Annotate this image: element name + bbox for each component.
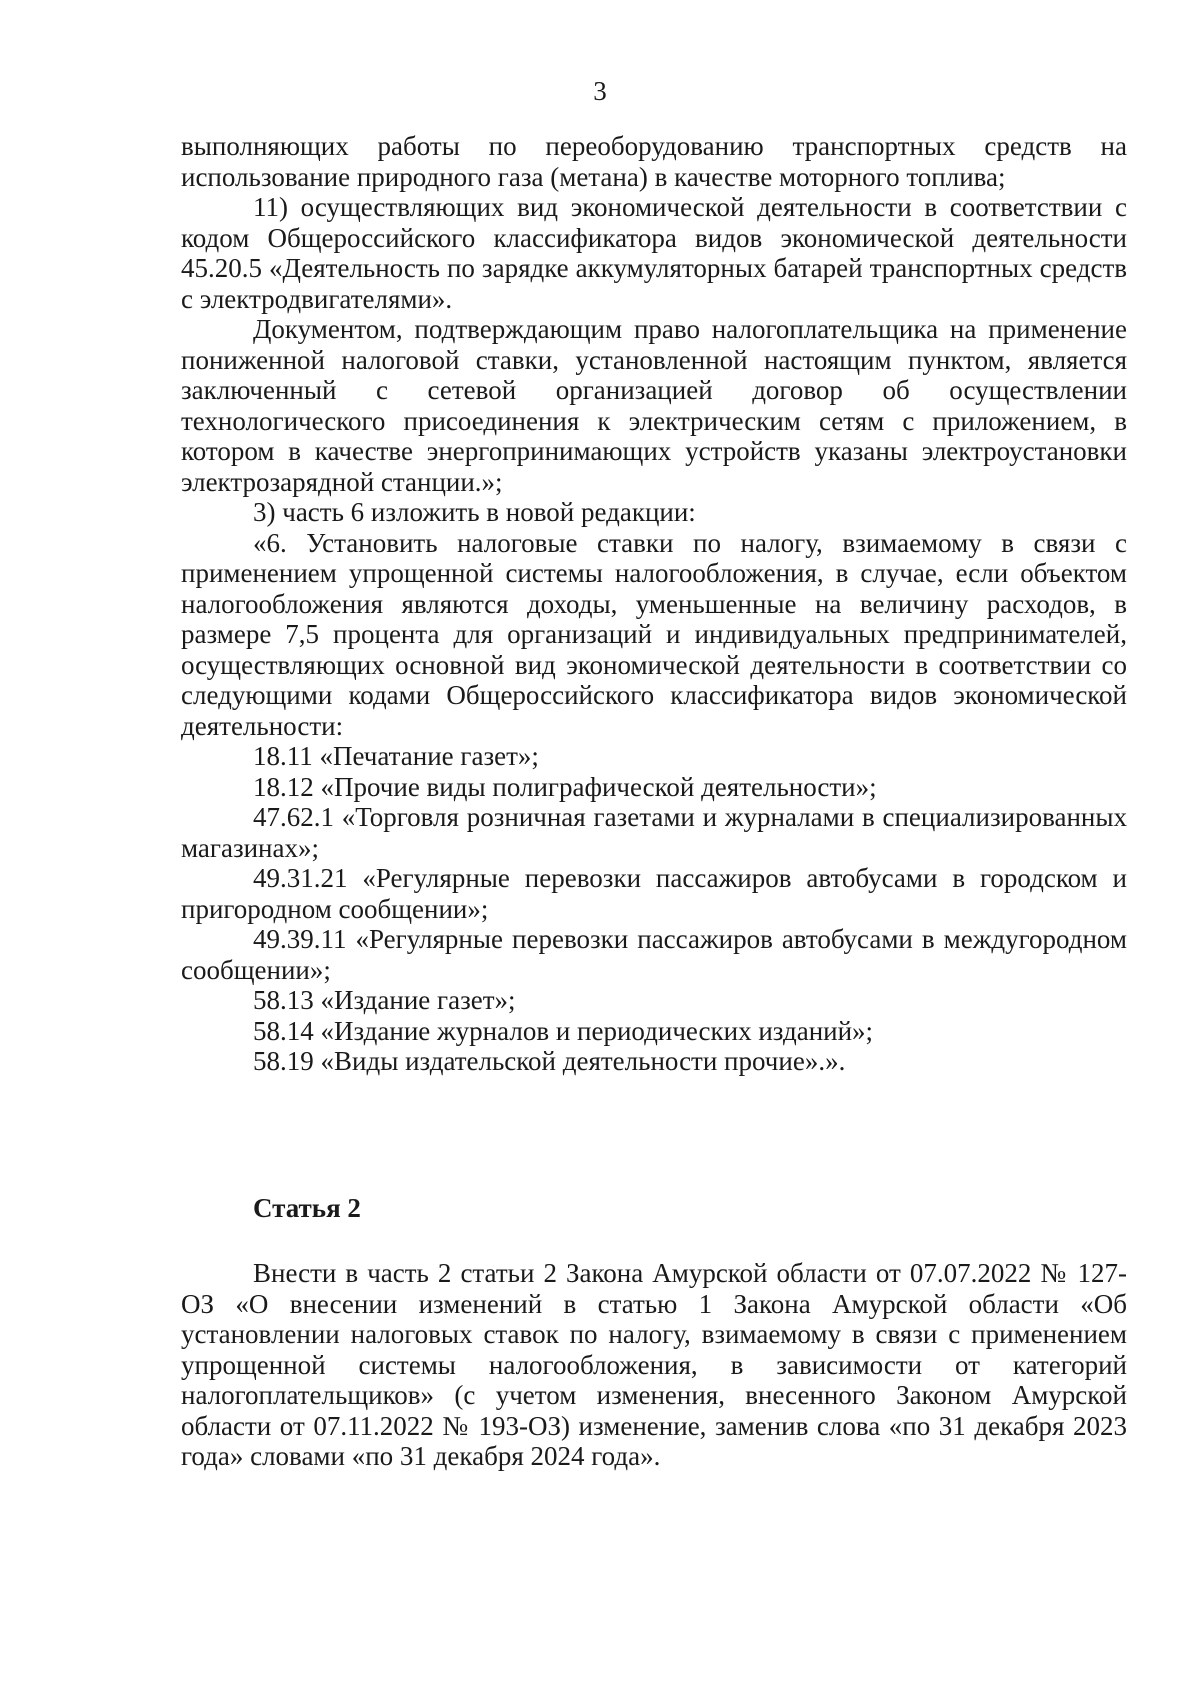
code-item: 58.14 «Издание журналов и периодических изданий»; [253,1015,874,1046]
paragraph-document: Документом, подтверждающим право налогоплательщика на применение пониженной налоговой ставки, установленной настоящим пунктом, является заключенный с сетевой организацией договор об осуществлении технологического присоединения к электрическим сетям с приложением, в котором в качестве энергопринимающих устройств указаны электроустановки электрозарядной станции.»; [181,314,1127,497]
code-item: 18.11 «Печатание газет»; [253,741,539,771]
code-item: 47.62.1 «Торговля розничная газетами и журналами в специализированных магазинах»; [181,802,1127,863]
paragraph-item-11: 11) осуществляющих вид экономической деятельности в соответствии с кодом Общероссийского классификатора видов экономической деятельности 45.20.5 «Деятельность по зарядке аккумуляторных батарей транспортных средств с электродвигателями». [181,192,1127,314]
article-2-heading: Статья 2 [253,1193,361,1223]
paragraph-part-6: 3) часть 6 изложить в новой редакции: [253,497,696,527]
paragraph-intro: выполняющих работы по переоборудованию транспортных средств на использование природного газа (метана) в качестве моторного топлива; [181,131,1127,192]
code-item: 49.31.21 «Регулярные перевозки пассажиров автобусами в городском и пригородном сообщении»; [181,863,1127,924]
code-item: 58.13 «Издание газет»; [253,985,516,1015]
code-item: 49.39.11 «Регулярные перевозки пассажиров автобусами в междугородном сообщении»; [181,924,1127,985]
code-item: 18.12 «Прочие виды полиграфической деятельности»; [253,771,877,802]
code-item: 58.19 «Виды издательской деятельности прочие».». [253,1046,846,1076]
article2-text-block [181,1258,1127,1472]
page-number: 3 [593,76,607,106]
paragraph-part-6-text: «6. Установить налоговые ставки по налогу, взимаемому в связи с применением упрощенной системы налогообложения, в случае, если объектом налогообложения являются доходы, уменьшенные на величину расходов, в размере 7,5 процента для организаций и индивидуальных предпринимателей, осуществляющих основной вид экономической деятельности в соответствии со следующими кодами Общероссийского классификатора видов экономической деятельности: [181,527,1127,741]
article1-continued-text [181,131,1127,1077]
paragraph-article-2: Внести в часть 2 статьи 2 Закона Амурской области от 07.07.2022 № 127-ОЗ «О внесении изменений в статью 1 Закона Амурской области «Об установлении налоговых ставок по налогу, взимаемому в связи с применением упрощенной системы налогообложения, в зависимости от категорий налогоплательщиков» (с учетом изменения, внесенного Законом Амурской области от 07.11.2022 № 193-ОЗ) изменение, заменив слова «по 31 декабря 2023 года» словами «по 31 декабря 2024 года». [181,1258,1127,1471]
